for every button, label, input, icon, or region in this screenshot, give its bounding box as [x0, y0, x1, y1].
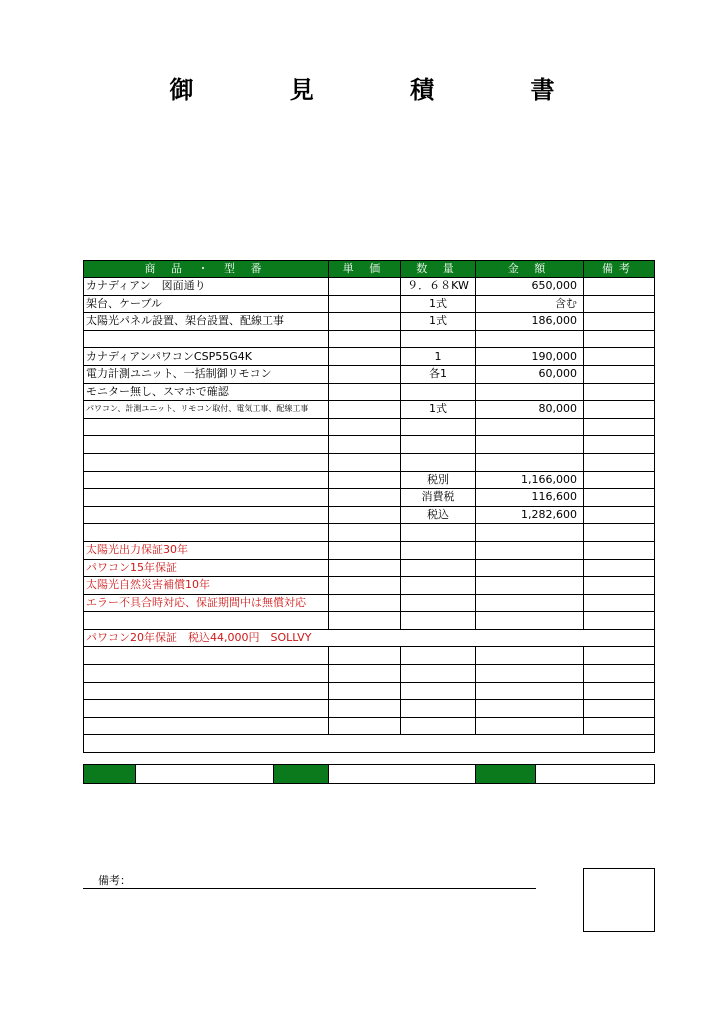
table-row	[84, 348, 655, 366]
cell-product	[84, 506, 329, 524]
cell-amount: 60,000	[476, 365, 584, 383]
cell-quantity	[401, 717, 476, 735]
cell-amount	[476, 647, 584, 665]
table-row	[84, 418, 655, 436]
cell-amount	[476, 594, 584, 612]
header-quantity: 数 量	[401, 261, 476, 278]
cell-quantity	[401, 559, 476, 577]
cell-unit-price	[329, 453, 401, 471]
cell-unit-price	[329, 559, 401, 577]
cell-product	[84, 453, 329, 471]
cell-quantity	[401, 524, 476, 542]
cell-amount: 80,000	[476, 401, 584, 419]
cell-product: エラー不具合時対応、保証期間中は無償対応	[84, 594, 329, 612]
table-row	[84, 506, 655, 524]
cell-quantity	[401, 647, 476, 665]
document-title: 御 見 積 書	[169, 76, 599, 104]
cell-quantity	[401, 612, 476, 630]
cell-note	[584, 383, 655, 401]
cell-amount	[476, 612, 584, 630]
cell-note	[584, 365, 655, 383]
table-row	[84, 647, 655, 665]
cell-amount	[476, 383, 584, 401]
cell-unit-price	[329, 383, 401, 401]
cell-note	[584, 559, 655, 577]
cell-amount	[476, 682, 584, 700]
cell-product: 電力計測ユニット、一括制御リモコン	[84, 365, 329, 383]
cell-amount	[476, 436, 584, 454]
cell-amount	[476, 541, 584, 559]
table-header-row	[84, 261, 655, 278]
table-row	[84, 295, 655, 313]
cell-quantity: 税別	[401, 471, 476, 489]
table-row	[84, 365, 655, 383]
table-row	[84, 401, 655, 419]
cell-quantity: 各1	[401, 365, 476, 383]
cell-product	[84, 700, 329, 718]
table-row	[84, 700, 655, 718]
cell-unit-price	[329, 594, 401, 612]
cell-product	[84, 612, 329, 630]
table-row	[84, 612, 655, 630]
cell-product	[84, 717, 329, 735]
cell-quantity	[401, 418, 476, 436]
cell-product	[84, 436, 329, 454]
cell-note	[584, 453, 655, 471]
cell-unit-price	[329, 612, 401, 630]
cell-product: パワコン15年保証	[84, 559, 329, 577]
cell-product: 太陽光自然災害補償10年	[84, 577, 329, 595]
cell-note	[584, 436, 655, 454]
cell-note	[584, 594, 655, 612]
cell-unit-price	[329, 401, 401, 419]
cell-product	[84, 682, 329, 700]
footer-cell	[329, 765, 476, 784]
cell-product: モニター無し、スマホで確認	[84, 383, 329, 401]
cell-quantity	[401, 330, 476, 348]
cell-amount: 186,000	[476, 313, 584, 331]
cell-amount	[476, 577, 584, 595]
cell-unit-price	[329, 278, 401, 296]
cell-product	[84, 524, 329, 542]
cell-quantity	[401, 383, 476, 401]
cell-product	[84, 330, 329, 348]
table-row	[84, 594, 655, 612]
cell-product	[84, 471, 329, 489]
cell-quantity: 1	[401, 348, 476, 366]
table-row	[84, 559, 655, 577]
table-row	[84, 278, 655, 296]
cell-quantity: 税込	[401, 506, 476, 524]
table-row	[84, 682, 655, 700]
table-row	[84, 489, 655, 507]
cell-quantity	[401, 594, 476, 612]
table-row	[84, 541, 655, 559]
cell-product	[84, 418, 329, 436]
cell-product: カナディアンパワコンCSP55G4K	[84, 348, 329, 366]
cell-note	[584, 330, 655, 348]
cell-unit-price	[329, 717, 401, 735]
cell-quantity	[401, 700, 476, 718]
cell-note	[584, 278, 655, 296]
cell-note	[584, 506, 655, 524]
cell-unit-price	[329, 330, 401, 348]
header-note: 備考	[584, 261, 655, 278]
merged-note-cell: パワコン20年保証 税込44,000円 SOLLVY	[84, 629, 655, 647]
cell-note	[584, 313, 655, 331]
cell-note	[584, 577, 655, 595]
table-row	[84, 383, 655, 401]
cell-note	[584, 401, 655, 419]
footer-cell	[536, 765, 655, 784]
estimate-table	[83, 260, 655, 753]
cell-note	[584, 489, 655, 507]
cell-unit-price	[329, 647, 401, 665]
cell-amount	[476, 717, 584, 735]
cell-product: パワコン、計測ユニット、リモコン取付、電気工事、配線工事	[84, 401, 329, 419]
cell-unit-price	[329, 365, 401, 383]
cell-product: カナディアン 図面通り	[84, 278, 329, 296]
cell-unit-price	[329, 295, 401, 313]
cell-product: 架台、ケーブル	[84, 295, 329, 313]
footer-green-cell	[84, 765, 136, 784]
cell-product	[84, 647, 329, 665]
cell-note	[584, 348, 655, 366]
table-row	[84, 453, 655, 471]
table-row	[84, 524, 655, 542]
cell-note	[584, 647, 655, 665]
cell-amount: 1,166,000	[476, 471, 584, 489]
cell-quantity: ９．６８KW	[401, 278, 476, 296]
cell-amount: 190,000	[476, 348, 584, 366]
table-row	[84, 471, 655, 489]
stamp-box	[583, 868, 655, 932]
cell-unit-price	[329, 471, 401, 489]
table-row	[84, 717, 655, 735]
cell-unit-price	[329, 506, 401, 524]
cell-amount	[476, 418, 584, 436]
table-row	[84, 330, 655, 348]
cell-amount	[476, 524, 584, 542]
cell-product	[84, 665, 329, 683]
cell-unit-price	[329, 418, 401, 436]
cell-note	[584, 700, 655, 718]
header-amount: 金 額	[476, 261, 584, 278]
cell-quantity: 1式	[401, 295, 476, 313]
remark-label: 備考：	[98, 874, 131, 887]
cell-note	[584, 471, 655, 489]
cell-unit-price	[329, 577, 401, 595]
table-row	[84, 436, 655, 454]
cell-note	[584, 717, 655, 735]
cell-unit-price	[329, 541, 401, 559]
cell-unit-price	[329, 665, 401, 683]
cell-amount	[476, 453, 584, 471]
cell-unit-price	[329, 348, 401, 366]
table-row	[84, 313, 655, 331]
cell-note	[584, 541, 655, 559]
cell-amount: 含む	[476, 295, 584, 313]
header-unit-price: 単 価	[329, 261, 401, 278]
remark-line	[83, 870, 536, 889]
cell-unit-price	[329, 524, 401, 542]
cell-unit-price	[329, 313, 401, 331]
cell-unit-price	[329, 700, 401, 718]
cell-quantity	[401, 577, 476, 595]
cell-unit-price	[329, 682, 401, 700]
cell-quantity: 1式	[401, 401, 476, 419]
cell-unit-price	[329, 489, 401, 507]
cell-note	[584, 295, 655, 313]
cell-unit-price	[329, 436, 401, 454]
cell-amount	[476, 330, 584, 348]
cell-quantity: 消費税	[401, 489, 476, 507]
cell-quantity	[401, 541, 476, 559]
table-row	[84, 577, 655, 595]
cell-note	[584, 524, 655, 542]
table-row	[84, 735, 655, 753]
cell-product	[84, 489, 329, 507]
cell-product: 太陽光出力保証30年	[84, 541, 329, 559]
footer-bar	[83, 764, 655, 784]
footer-green-cell	[476, 765, 536, 784]
table-row	[84, 629, 655, 647]
cell-amount	[476, 665, 584, 683]
cell-amount	[476, 559, 584, 577]
cell-quantity	[401, 665, 476, 683]
cell-note	[584, 418, 655, 436]
cell-quantity	[401, 436, 476, 454]
header-product: 商 品 ・ 型 番	[84, 261, 329, 278]
cell-quantity: 1式	[401, 313, 476, 331]
cell-note	[584, 665, 655, 683]
cell-quantity	[401, 682, 476, 700]
footer-cell	[136, 765, 274, 784]
cell-amount: 650,000	[476, 278, 584, 296]
cell-quantity	[401, 453, 476, 471]
footer-green-cell	[274, 765, 329, 784]
cell-note	[584, 682, 655, 700]
empty-wide-cell	[84, 735, 655, 753]
cell-amount: 1,282,600	[476, 506, 584, 524]
cell-product: 太陽光パネル設置、架台設置、配線工事	[84, 313, 329, 331]
cell-note	[584, 612, 655, 630]
table-row	[84, 665, 655, 683]
cell-amount: 116,600	[476, 489, 584, 507]
cell-amount	[476, 700, 584, 718]
